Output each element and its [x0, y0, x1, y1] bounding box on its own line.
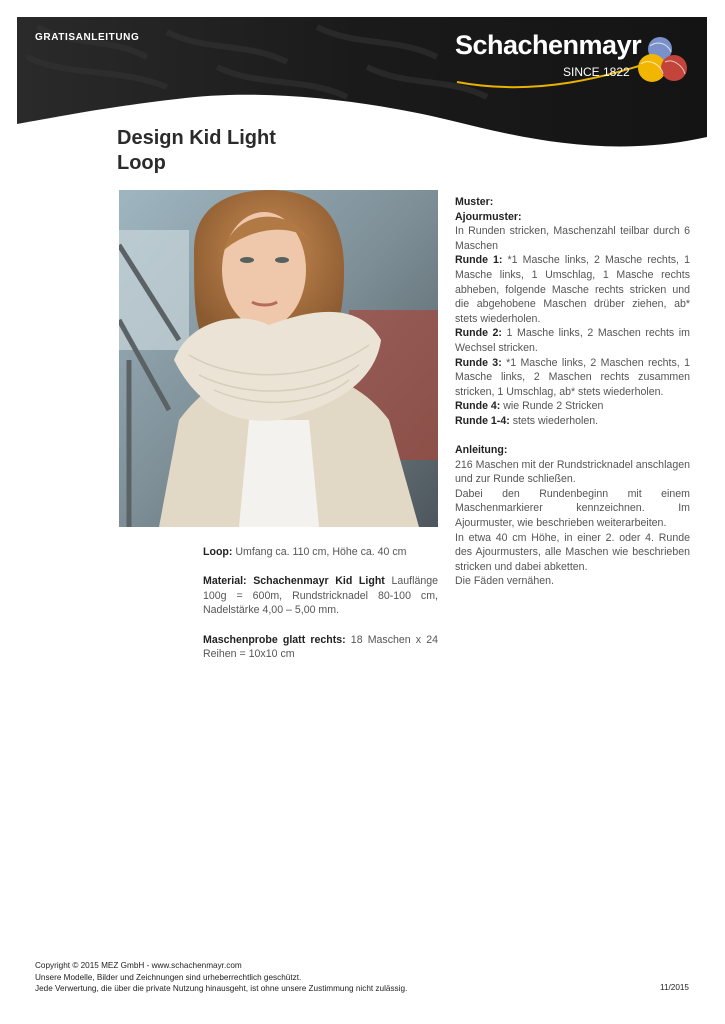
brand-logo-text: Schachenmayr [455, 30, 642, 60]
round-1-4-label: Runde 1-4: [455, 414, 510, 427]
yarn-balls-logo-icon [633, 34, 693, 88]
round-4-label: Runde 4: [455, 400, 501, 413]
material-text: Lauflänge 100g = 600m, Rundstricknadel 80-100 cm, Nadelstärke 4,00 – 5,00 mm. [203, 575, 439, 617]
title-line-2: Loop [117, 152, 166, 174]
pattern-intro: In Runden stricken, Maschenzahl teilbar durch 6 Maschen [455, 225, 690, 252]
instruction-1: 216 Maschen mit der Rundstricknadel anschlagen und zur Runde schließen. [455, 458, 690, 486]
right-column [455, 195, 690, 589]
brand-since: SINCE 1822 [563, 65, 630, 79]
instruction-4: Die Fäden vernähen. [455, 575, 554, 588]
loop-label: Loop: [203, 546, 233, 558]
loop-info [203, 545, 438, 560]
rights-line: Unsere Modelle, Bilder und Zeichnungen sind urheberrechtlich geschützt. [35, 972, 302, 982]
left-column [203, 545, 438, 676]
page-title [117, 126, 276, 176]
copyright-footer [35, 960, 407, 995]
round-1 [455, 253, 690, 326]
instruction-2: Dabei den Rundenbeginn mit einem Maschenmarkierer kennzeichnen. Im Ajourmuster, wie beschrieben weiterarbeiten. [455, 487, 690, 530]
round-3-text: *1 Masche links, 2 Maschen rechts, 1 Masche links, 2 Maschen rechts zusammen stricken, 1 Umschlag, ab* stets wiederholen. [455, 356, 690, 398]
title-line-1: Design Kid Light [117, 127, 276, 149]
material-info [203, 574, 438, 618]
instructions-heading: Anleitung: [455, 444, 508, 457]
edition-date: 11/2015 [660, 983, 689, 992]
round-2-text: 1 Masche links, 2 Maschen rechts im Wechsel stricken. [455, 327, 690, 354]
round-1-4-text: stets wiederholen. [509, 414, 599, 427]
loop-text: Umfang ca. 110 cm, Höhe ca. 40 cm [232, 546, 407, 558]
round-1-text: *1 Masche links, 2 Masche rechts, 1 Masche links, 1 Umschlag, 1 Masche rechts abheben, folgende Masche rechts stricken und die abgehobene Maschen drüber ziehen, ab* stets wiederholen. [455, 254, 690, 325]
model-photo [119, 190, 438, 527]
pattern-heading: Muster: [455, 196, 494, 208]
round-2 [455, 326, 690, 355]
instruction-3: In etwa 40 cm Höhe, in einer 2. oder 4. Runde des Ajourmusters, alle Maschen wie beschrieben stricken und dabei abketten. [455, 531, 690, 573]
round-4 [455, 399, 690, 414]
round-2-label: Runde 2: [455, 327, 502, 340]
free-pattern-tag: GRATISANLEITUNG [35, 32, 140, 43]
round-4-text: wie Runde 2 Stricken [500, 400, 604, 413]
ajour-heading: Ajourmuster: [455, 210, 522, 223]
gauge-text: 18 Maschen x 24 Reihen = 10x10 cm [203, 633, 438, 661]
round-1-4 [455, 414, 690, 429]
gauge-label: Maschenprobe glatt rechts: [203, 633, 346, 646]
round-3-label: Runde 3: [455, 356, 502, 369]
round-3 [455, 356, 690, 400]
usage-line: Jede Verwertung, die über die private Nutzung hinausgeht, ist ohne unsere Zustimmung nicht zulässig. [35, 984, 408, 993]
material-label: Material: Schachenmayr Kid Light [203, 575, 385, 588]
copyright-line: Copyright © 2015 MEZ GmbH - www.schachenmayr.com [35, 961, 242, 970]
gauge-info [203, 633, 438, 662]
round-1-label: Runde 1: [455, 254, 503, 267]
